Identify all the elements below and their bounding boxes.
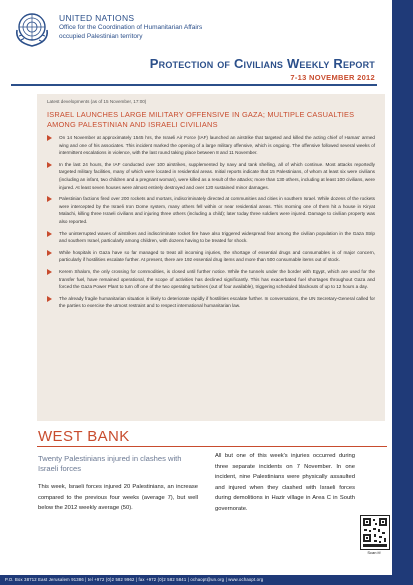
bullet-arrow-icon [47, 162, 55, 168]
section-title-west-bank: WEST BANK [38, 428, 130, 445]
bullet-arrow-icon [47, 196, 55, 202]
header-divider [11, 84, 377, 86]
report-title: Protection of Civilians Weekly Report [149, 56, 375, 71]
bullet-text: The uninterrupted waves of airstrikes and indiscriminate rocket fire have also triggered widespread fear among the civilian population in the Gaza Strip and southern Israel, particularly among children, with dozens having to be treated for shock. [59, 230, 375, 244]
west-bank-paragraph-left: This week, Israeli forces injured 20 Palestinians, an increase compared to the previous four weeks (average 7), but well below the 2012 weekly average (50). [38, 484, 198, 511]
org-subtitle-line-2: occupied Palestinian territory [59, 32, 143, 40]
west-bank-paragraph-right: All but one of this week's injuries occurred during three separate incidents on 7 November. In one incident, nine Palestinians were physically assaulted and injured when they clashed with Israeli forces during demolitions in Hazir village in Area C in South governorate. [215, 453, 355, 512]
bullet-arrow-icon [47, 250, 55, 256]
list-item [47, 249, 375, 264]
bullet-arrow-icon [47, 296, 55, 302]
qr-code-icon [360, 515, 390, 550]
bullet-text: On 14 November at approximately 1545 hrs, the Israeli Air Force (IAF) launched an airstrike that targeted and killed the acting chief of Hamas' armed wing and one of his associates. This incident marked the opening of a large military offensive, which is ongoing. The offensive followed several weeks of intermittent escalations in violence, with the last round taking place between 8 and 11 November. [59, 135, 375, 156]
list-item [47, 295, 375, 310]
bullet-text: The already fragile humanitarian situation is likely to deteriorate rapidly if hostilities escalate further. In conversations, the UN Secretary-General called for the parties to exercise the utmost restraint and to respect international humanitarian law. [59, 295, 375, 309]
un-emblem-icon [11, 8, 53, 50]
qr-label: Scan it! [367, 550, 381, 555]
bullet-text: In the last 24 hours, the IAF conducted over 100 airstrikes, supplemented by navy and tank shelling, all of which continue. Most attacks reportedly targeted military facilities, many of which were located in residential areas. Initial reports indicate that 15 Palestinians, of whom at least six were civilians (including an infant, two children and a pregnant woman), were killed as a result of the attacks; more than 130 others, including at least 100 civilians, were injured. At least seven houses were almost entirely destroyed and over 120 sustained minor damages. [59, 161, 375, 190]
list-item [47, 268, 375, 291]
side-divider [387, 0, 392, 575]
bullet-text: Palestinian factions fired over 200 rockets and mortars, indiscriminately directed at communities and cities in southern Israel. While dozens of the rockets were intercepted by the Israeli Iron Dome system, many others fell within or near residential areas. This morning one of them hit a house in Kiryat Malachi, killing three Israeli civilians and injuring three others (including a child); later today three soldiers were injured. Damage to civilian property was also reported. [59, 196, 375, 224]
list-item [47, 161, 375, 191]
bullet-text: Kerem Shalom, the only crossing for commodities, is closed until further notice. While the tunnels under the border with Egypt, which are used for the transfer fuel, have remained operational, the scope of activities has declined significantly. This has exacerbated fuel shortages throughout Gaza and forced the Gaza Power Plant to turn off one of the two operating turbines (out of four available), triggering scheduled blackouts of up to 12 hours a day. [59, 268, 375, 290]
list-item [47, 230, 375, 245]
report-date: 7-13 NOVEMBER 2012 [290, 73, 375, 82]
box-headline: ISRAEL LAUNCHES LARGE MILITARY OFFENSIVE IN GAZA; MULTIPLE CASUALTIES AMONG PALESTINIAN AND ISRAELI CIVILIANS [47, 110, 355, 129]
latest-developments-label: Latest developments (as of 15 November, 17:00) [47, 99, 147, 104]
footer-contact: P.O. Box 38712 East Jerusalem 91386 | tel +972 (0)2 582 9962 | fax +972 (0)2 582 5841 | ochaopt@un.org | www.ochaopt.org [5, 577, 264, 582]
org-name: UNITED NATIONS [59, 13, 135, 23]
bullet-arrow-icon [47, 135, 55, 141]
side-color-bar [392, 0, 413, 575]
org-subtitle-line-1: Office for the Coordination of Humanitarian Affairs [59, 24, 203, 31]
org-subtitle [59, 24, 259, 41]
bullet-text: While hospitals in Gaza have so far managed to treat all incoming injuries, the shortage of essential drugs and consumables is of major concern, particularly if hostilities escalate further. At present, there are 192 essential drug items and more than 500 consumable items out of stock. [59, 249, 375, 263]
list-item [47, 195, 375, 225]
section-divider [37, 446, 387, 447]
bullet-arrow-icon [47, 231, 55, 237]
list-item [47, 134, 375, 157]
bullet-list [47, 134, 375, 314]
bullet-arrow-icon [47, 269, 55, 275]
section-subtitle: Twenty Palestinians injured in clashes with Israeli forces [38, 454, 182, 473]
